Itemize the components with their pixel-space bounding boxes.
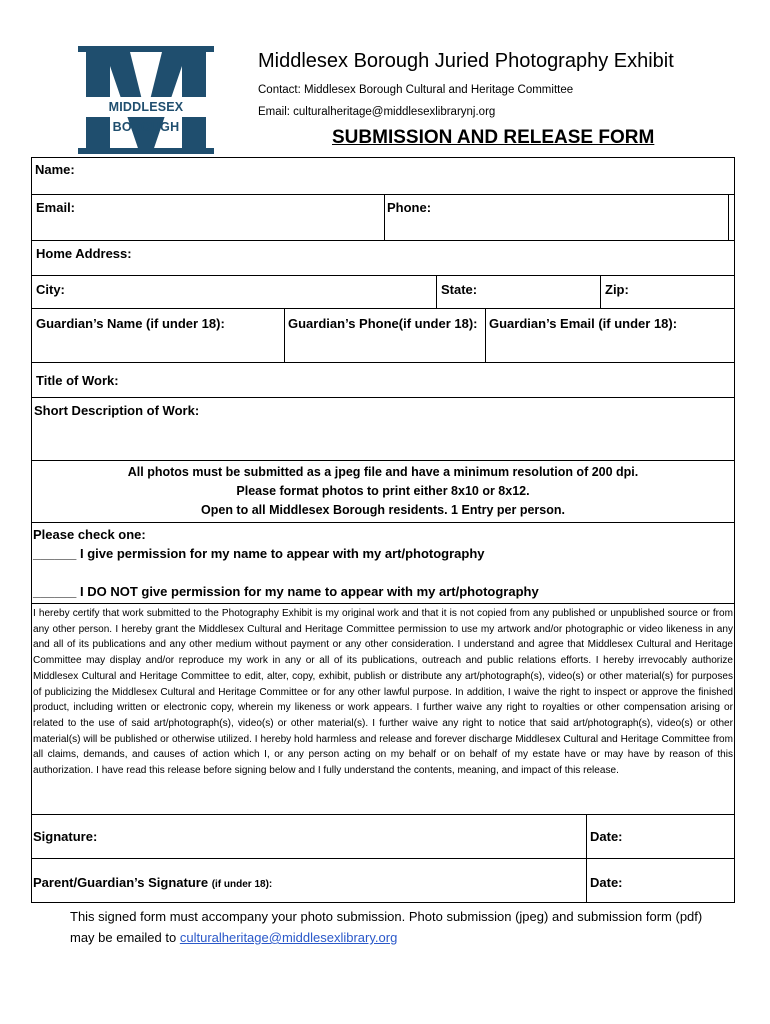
city-field[interactable]: City:	[36, 282, 65, 297]
email-line: Email: culturalheritage@middlesexlibrarynj.org	[258, 106, 496, 118]
home-address-field[interactable]: Home Address:	[36, 246, 132, 261]
name-field[interactable]: Name:	[35, 162, 75, 177]
footer-note	[70, 906, 730, 948]
footer-email-link[interactable]: culturalheritage@middlesexlibrary.org	[179, 930, 398, 945]
form-title: SUBMISSION AND RELEASE FORM	[332, 127, 655, 148]
parent-signature-note: (if under 18):	[211, 879, 273, 890]
notice-line-1: All photos must be submitted as a jpeg file and have a minimum resolution of 200 dpi.	[127, 465, 639, 479]
footer-text: This signed form must accompany your photo submission. Photo submission (jpeg) and submission form (pdf) may be emailed to	[70, 909, 703, 945]
notice-line-3: Open to all Middlesex Borough residents. 1 Entry per person.	[201, 503, 565, 517]
guardian-phone-field[interactable]: Guardian’s Phone(if under 18):	[288, 316, 478, 331]
date-field-1[interactable]: Date:	[590, 829, 623, 844]
guardian-name-field[interactable]: Guardian’s Name (if under 18):	[36, 316, 225, 331]
short-description-field[interactable]: Short Description of Work:	[34, 403, 200, 418]
email-field[interactable]: Email:	[36, 200, 76, 215]
parent-signature-field[interactable]	[33, 875, 272, 890]
title-of-work-field[interactable]: Title of Work:	[36, 373, 119, 388]
check-one-heading: Please check one:	[33, 527, 146, 542]
phone-field[interactable]: Phone:	[387, 200, 432, 215]
logo-text: MIDDLESEX BOROUGH	[78, 97, 214, 117]
notice-line-2: Please format photos to print either 8x10 or 8x12.	[236, 484, 530, 498]
parent-signature-label: Parent/Guardian’s Signature	[33, 875, 209, 890]
permission-no-option[interactable]: ______ I DO NOT give permission for my name to appear with my art/photography	[33, 584, 539, 599]
release-text: I hereby certify that work submitted to the Photography Exhibit is my original work and that it is not copied from any published or unpublished source or from any other person. I hereby grant the Middlesex Cultural and Heritage Committee permission to use my artwork and/or photographic or video likeness in any and all of its publications and any other medium without payment or any other consideration. I understand and agree that Middlesex Cultural and Heritage Committee may display and/or reproduce my work in any or all of its publications, outreach and public relations efforts. I hereby irrevocably authorize Middlesex Cultural and Heritage Committee to edit, alter, copy, exhibit, publish or distribute any art/photograph(s), video(s) or other material(s) for purposes of publicizing the Middlesex Cultural and Heritage Committee or for any other lawful purpose. In addition, I waive the right to inspect or approve the finished product, including written or electronic copy, wherein my likeness or work appears. I further waive any right to royalties or other compensation arising or related to the use of said art/photograph(s), video(s) or other material(s). I further waive any right to notice that said art/photograph(s), video(s) or other material(s) will be published or otherwise utilized. I hereby hold harmless and release and forever discharge Middlesex Cultural and Heritage Committee from all claims, demands, and causes of action which I, or any person acting on my behalf or on behalf of my estate have or may have by reason of this authorization. I have read this release before signing below and I fully understand the contents, meaning, and impact of this release.	[33, 608, 733, 777]
borough-logo	[78, 46, 214, 154]
permission-yes-option[interactable]: ______ I give permission for my name to appear with my art/photography	[33, 546, 485, 561]
date-field-2[interactable]: Date:	[590, 875, 623, 890]
page-title: Middlesex Borough Juried Photography Exhibit	[258, 50, 674, 72]
state-field[interactable]: State:	[441, 282, 478, 297]
guardian-email-field[interactable]: Guardian’s Email (if under 18):	[489, 316, 678, 331]
signature-field[interactable]: Signature:	[33, 829, 98, 844]
zip-field[interactable]: Zip:	[605, 282, 629, 297]
contact-line: Contact: Middlesex Borough Cultural and Heritage Committee	[258, 84, 574, 96]
